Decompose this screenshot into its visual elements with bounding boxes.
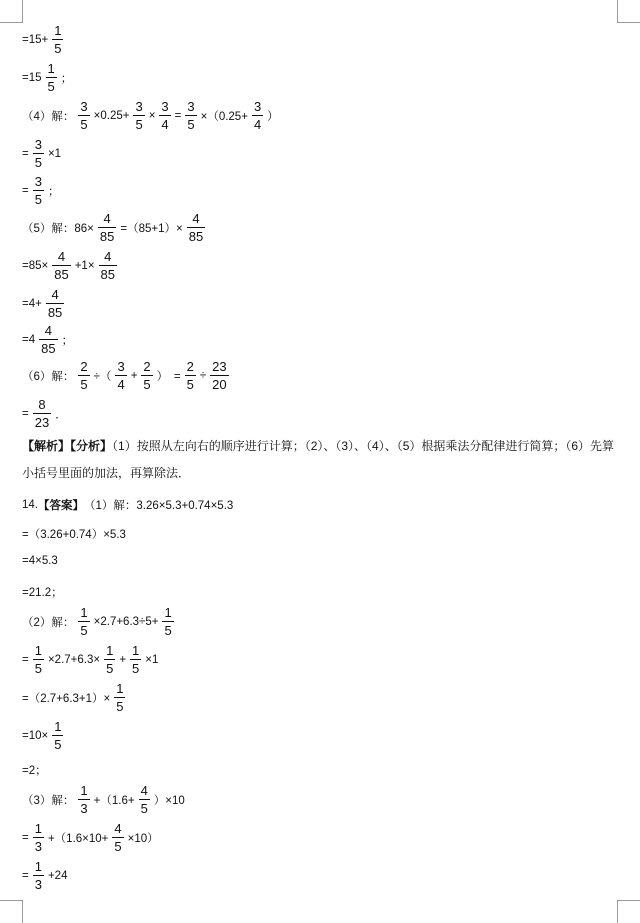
- numerator: 3: [117, 359, 125, 374]
- fraction: [114, 682, 125, 713]
- fraction: [52, 24, 63, 55]
- fraction: [210, 360, 228, 391]
- math-text: ×1: [145, 653, 159, 666]
- numerator: 4: [44, 323, 52, 338]
- denominator: 5: [116, 699, 124, 714]
- denominator: 3: [80, 801, 88, 816]
- numerator: 1: [132, 643, 140, 658]
- fraction: [98, 212, 116, 243]
- math-text: ×10）: [127, 832, 159, 845]
- denominator: 5: [135, 117, 143, 132]
- math-text: =15: [22, 71, 42, 84]
- fraction: [33, 644, 44, 675]
- denominator: 5: [54, 737, 62, 752]
- denominator: 4: [117, 377, 125, 392]
- numerator: 3: [34, 174, 42, 189]
- denominator: 85: [41, 341, 56, 356]
- fraction: [78, 100, 89, 131]
- page-corner-mark: [617, 900, 640, 923]
- denominator: 5: [80, 117, 88, 132]
- math-text: =: [174, 109, 182, 122]
- equation-line: [22, 24, 67, 55]
- numerator: 1: [116, 681, 124, 696]
- fraction: [139, 784, 150, 815]
- denominator: 85: [54, 267, 69, 282]
- math-text: =21.2；: [22, 587, 63, 599]
- math-text: ×0.25+: [93, 109, 130, 122]
- math-text: +: [119, 653, 127, 666]
- numerator: 1: [47, 61, 55, 76]
- math-text: =10×: [22, 729, 49, 742]
- denominator: 5: [54, 41, 62, 56]
- math-text: +（1.6×10+: [47, 832, 109, 845]
- denominator: 23: [34, 415, 50, 430]
- fraction: [133, 100, 144, 131]
- math-text: ÷（: [93, 370, 112, 383]
- fraction: [99, 250, 117, 281]
- math-text: ）: [267, 110, 279, 123]
- numerator: 2: [143, 359, 151, 374]
- equation-line: [22, 175, 59, 206]
- answer-tag: 【答案】: [38, 500, 84, 512]
- math-text: ×（0.25+: [200, 110, 248, 123]
- numerator: 4: [103, 211, 111, 226]
- math-text: ；: [60, 72, 73, 85]
- math-text: （4）解：: [22, 110, 75, 123]
- fraction: [39, 324, 57, 355]
- math-text: =: [22, 869, 29, 882]
- fraction: [33, 822, 44, 853]
- denominator: 5: [132, 661, 140, 676]
- equation-line: [22, 682, 129, 713]
- denominator: 85: [100, 267, 115, 282]
- equation-line: [22, 212, 209, 243]
- numerator: 4: [57, 249, 66, 264]
- equation-line: [22, 100, 279, 131]
- equation-line: [22, 526, 126, 542]
- numerator: 1: [54, 23, 62, 38]
- numerator: 4: [140, 783, 148, 798]
- numerator: 1: [106, 643, 114, 658]
- math-text: ×2.7+6.3÷5+: [93, 615, 159, 628]
- fraction: [185, 100, 196, 131]
- equation-line: [22, 288, 68, 319]
- numerator: 1: [54, 719, 62, 734]
- equation-line: [22, 584, 63, 600]
- denominator: 3: [34, 877, 42, 892]
- math-text: =（85+1）×: [120, 222, 183, 235]
- fraction: [46, 288, 64, 319]
- math-text: （1）解：3.26×5.3+0.74×5.3: [84, 500, 234, 512]
- math-text: =: [22, 407, 29, 420]
- math-text: ÷: [199, 369, 207, 382]
- page-corner-mark: [617, 0, 640, 23]
- numerator: 3: [253, 99, 262, 114]
- denominator: 85: [188, 229, 204, 244]
- math-text: ×2.7+6.3×: [47, 653, 101, 666]
- fraction: [78, 360, 89, 391]
- math-text: =: [22, 831, 29, 844]
- denominator: 5: [164, 623, 172, 638]
- fraction: [187, 212, 205, 243]
- fraction: [141, 360, 152, 391]
- equation-line: [22, 62, 72, 93]
- denominator: 5: [34, 155, 42, 170]
- fraction: [185, 360, 196, 391]
- fraction: [162, 606, 173, 637]
- denominator: 5: [143, 377, 151, 392]
- equation-line: [22, 720, 67, 751]
- math-text: =: [22, 184, 29, 197]
- denominator: 85: [99, 229, 115, 244]
- fraction: [33, 398, 51, 429]
- numerator: 2: [80, 359, 88, 374]
- fraction: [252, 100, 263, 131]
- math-text: =4: [22, 333, 36, 346]
- math-text: =2；: [22, 765, 47, 777]
- denominator: 5: [47, 79, 55, 94]
- fraction: [46, 62, 57, 93]
- math-text: ．: [55, 408, 67, 421]
- denominator: 5: [80, 623, 88, 638]
- numerator: 1: [80, 605, 88, 620]
- numerator: 1: [34, 859, 42, 874]
- math-text: =4+: [22, 297, 42, 310]
- equation-line: [22, 822, 159, 853]
- fraction: [78, 784, 89, 815]
- fraction: [33, 138, 44, 169]
- numerator: 1: [80, 783, 88, 798]
- math-text: =15+: [22, 33, 49, 46]
- fraction: [52, 720, 63, 751]
- equation-line: [22, 860, 67, 891]
- numerator: 4: [104, 249, 112, 264]
- math-text: =85×: [22, 259, 49, 272]
- equation-line: [22, 555, 58, 567]
- numerator: 4: [51, 287, 59, 302]
- denominator: 85: [47, 305, 63, 320]
- analysis-tag: 【解析】【分析】: [22, 439, 113, 453]
- math-text: +（1.6+: [93, 794, 135, 807]
- numerator: 1: [164, 605, 172, 620]
- fraction: [159, 100, 170, 131]
- fraction: [33, 860, 44, 891]
- equation-line: [22, 324, 73, 355]
- numerator: 3: [34, 137, 42, 152]
- denominator: 5: [80, 377, 88, 392]
- math-text: ；: [47, 185, 60, 198]
- equation-line: [22, 398, 67, 429]
- numerator: 4: [192, 211, 200, 226]
- denominator: 5: [34, 192, 42, 207]
- denominator: 20: [212, 377, 227, 392]
- numerator: 2: [186, 359, 194, 374]
- math-text: +1×: [74, 259, 95, 272]
- fraction: [130, 644, 141, 675]
- denominator: 4: [253, 117, 262, 132]
- denominator: 5: [34, 661, 42, 676]
- answer-heading: [22, 497, 233, 513]
- numerator: 23: [212, 359, 227, 374]
- equation-line: [22, 784, 185, 815]
- denominator: 4: [161, 117, 169, 132]
- math-text: （6）解：: [22, 370, 75, 383]
- numerator: 3: [161, 99, 169, 114]
- numerator: 4: [114, 821, 122, 836]
- page-corner-mark: [0, 0, 23, 23]
- page-corner-mark: [0, 900, 23, 923]
- equation-line: [22, 644, 158, 675]
- denominator: 5: [114, 839, 122, 854]
- fraction: [115, 360, 126, 391]
- math-text: =: [22, 147, 29, 160]
- math-text: ）×10: [153, 794, 185, 807]
- math-text: （3）解：: [22, 794, 75, 807]
- fraction: [104, 644, 115, 675]
- equation-line: [22, 360, 233, 391]
- math-text: （5）解：86×: [22, 222, 94, 235]
- equation-line: [22, 606, 178, 637]
- math-text: =（3.26+0.74）×5.3: [22, 529, 126, 541]
- math-text: =: [22, 653, 29, 666]
- equation-line: [22, 138, 61, 169]
- math-text: =（2.7+6.3+1）×: [22, 692, 111, 705]
- fraction: [33, 175, 44, 206]
- numerator: 8: [38, 397, 46, 412]
- math-text: ×: [148, 109, 156, 122]
- fraction: [112, 822, 123, 853]
- math-text: =4×5.3: [22, 555, 58, 567]
- equation-line: [22, 250, 121, 281]
- analysis-paragraph: [22, 433, 622, 487]
- fraction: [52, 250, 70, 281]
- denominator: 3: [34, 839, 42, 854]
- denominator: 5: [140, 801, 148, 816]
- numerator: 3: [80, 99, 88, 114]
- denominator: 5: [106, 661, 114, 676]
- math-text: +: [130, 369, 138, 382]
- numerator: 3: [135, 99, 143, 114]
- math-text: ×1: [47, 147, 62, 160]
- denominator: 5: [187, 117, 195, 132]
- math-text: ；: [61, 334, 74, 347]
- fraction: [78, 606, 89, 637]
- question-number: 14.: [22, 499, 38, 511]
- numerator: 1: [34, 821, 42, 836]
- math-text: （2）解：: [22, 616, 75, 629]
- math-text: +24: [47, 869, 68, 882]
- numerator: 1: [34, 643, 42, 658]
- numerator: 3: [187, 99, 195, 114]
- denominator: 5: [186, 377, 194, 392]
- equation-line: [22, 762, 47, 778]
- analysis-text: （1）按照从左向右的顺序进行计算；（2）、（3）、（4）、（5）根据乘法分配律进行简算；（6）先算小括号里面的加法，再算除法．: [22, 439, 615, 480]
- math-text: ） =: [156, 370, 181, 383]
